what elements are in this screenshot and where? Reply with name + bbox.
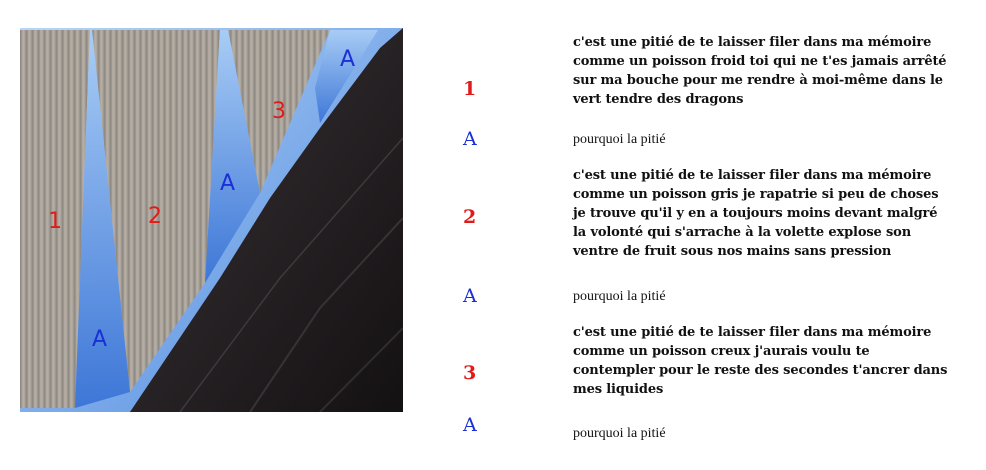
figure-label-1: 1 bbox=[48, 209, 62, 234]
refrain-2-marker: A bbox=[463, 285, 477, 307]
figure-label-2: 2 bbox=[148, 204, 162, 229]
figure-label-3: 3 bbox=[272, 99, 286, 124]
stanza-3-line-2: comme un poisson creux j'aurais voulu te bbox=[573, 344, 870, 359]
stanza-1-line-3: sur ma bouche pour me rendre à moi-même dans le bbox=[573, 73, 943, 88]
stanza-2-line-4: la volonté qui s'arrache à la volette explose son bbox=[573, 225, 911, 240]
stanza-2-line-2: comme un poisson gris je rapatrie si peu de choses bbox=[573, 187, 939, 202]
stanza-3-line-1: c'est une pitié de te laisser filer dans ma mémoire bbox=[573, 325, 932, 340]
stanza-2-line-5: ventre de fruit sous nos mains sans pression bbox=[573, 244, 892, 259]
stanza-1-text bbox=[573, 33, 973, 109]
stanza-1-line-1: c'est une pitié de te laisser filer dans ma mémoire bbox=[573, 35, 932, 50]
figure-label-a-bottom: A bbox=[92, 327, 108, 352]
stanza-2-text bbox=[573, 166, 973, 261]
stanza-1-line-4: vert tendre des dragons bbox=[573, 92, 744, 107]
refrain-3-text: pourquoi la pitié bbox=[573, 426, 666, 441]
refrain-2-text: pourquoi la pitié bbox=[573, 289, 666, 304]
stanza-2-line-3: je trouve qu'il y en a toujours moins devant malgré bbox=[573, 206, 938, 221]
refrain-1-text: pourquoi la pitié bbox=[573, 132, 666, 147]
stanza-3-marker: 3 bbox=[463, 362, 477, 384]
refrain-1-marker: A bbox=[463, 128, 477, 150]
stanza-1-line-2: comme un poisson froid toi qui ne t'es jamais arrêté bbox=[573, 54, 947, 69]
stanza-1-marker: 1 bbox=[463, 78, 477, 100]
collage-svg bbox=[20, 28, 403, 412]
stanza-3-line-3: contempler pour le reste des secondes t'ancrer dans bbox=[573, 363, 948, 378]
refrain-3-marker: A bbox=[463, 414, 477, 436]
stanza-3-line-4: mes liquides bbox=[573, 382, 664, 397]
stanza-2-marker: 2 bbox=[463, 206, 477, 228]
collage-figure bbox=[20, 28, 403, 412]
figure-label-a-top: A bbox=[340, 47, 356, 72]
figure-label-a-middle: A bbox=[220, 171, 236, 196]
stanza-2-line-1: c'est une pitié de te laisser filer dans ma mémoire bbox=[573, 168, 932, 183]
stanza-3-text bbox=[573, 323, 973, 399]
